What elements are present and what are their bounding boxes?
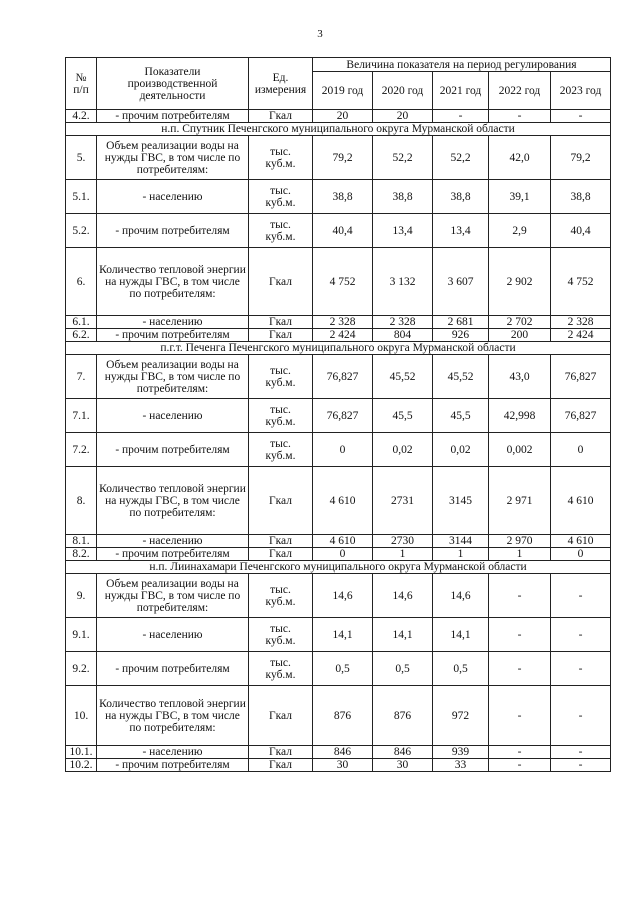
row-value: 13,4: [373, 214, 433, 248]
row-number: 4.2.: [66, 110, 97, 123]
row-value: 2 328: [313, 316, 373, 329]
table-row: [66, 467, 611, 535]
row-number: 5.: [66, 136, 97, 180]
row-value: 2730: [373, 535, 433, 548]
row-value: 2 902: [489, 248, 551, 316]
row-number: 9.: [66, 574, 97, 618]
table-row: [66, 214, 611, 248]
row-value: 14,6: [313, 574, 373, 618]
row-value: 3 607: [433, 248, 489, 316]
table-row: [66, 136, 611, 180]
row-value: 38,8: [373, 180, 433, 214]
row-label: - населению: [97, 316, 249, 329]
row-value: 200: [489, 329, 551, 342]
row-label: - прочим потребителям: [97, 110, 249, 123]
table-row: [66, 548, 611, 561]
header-year: 2023 год: [551, 72, 611, 110]
row-unit: тыс. куб.м.: [249, 618, 313, 652]
table-row: [66, 355, 611, 399]
header-num: [66, 58, 97, 110]
row-value: 3144: [433, 535, 489, 548]
header-indicators-text: Показатели производственной деятельности: [127, 65, 218, 102]
row-value: 38,8: [551, 180, 611, 214]
table-row: [66, 574, 611, 618]
row-value: 1: [373, 548, 433, 561]
row-value: 2,9: [489, 214, 551, 248]
row-value: 926: [433, 329, 489, 342]
indicators-table: [65, 57, 611, 772]
row-value: 0,5: [373, 652, 433, 686]
table-row: [66, 248, 611, 316]
row-label: Количество тепловой энергии на нужды ГВС, в том числе по потребителям:: [97, 467, 249, 535]
row-number: 6.2.: [66, 329, 97, 342]
row-value: 20: [313, 110, 373, 123]
row-value: -: [551, 759, 611, 772]
table-row: [66, 180, 611, 214]
row-value: 42,998: [489, 399, 551, 433]
row-value: 43,0: [489, 355, 551, 399]
row-label: - населению: [97, 746, 249, 759]
section-title: п.г.т. Печенга Печенгского муниципального округа Мурманской области: [66, 342, 611, 355]
row-value: 76,827: [313, 399, 373, 433]
row-number: 9.2.: [66, 652, 97, 686]
row-value: 38,8: [433, 180, 489, 214]
row-value: 846: [373, 746, 433, 759]
row-number: 10.: [66, 686, 97, 746]
row-number: 8.: [66, 467, 97, 535]
row-value: 30: [313, 759, 373, 772]
row-value: 972: [433, 686, 489, 746]
header-num-text: № п/п: [73, 71, 89, 96]
row-value: 876: [313, 686, 373, 746]
section-row: [66, 561, 611, 574]
page-number: 3: [317, 28, 323, 40]
row-value: 0,02: [373, 433, 433, 467]
row-label: Количество тепловой энергии на нужды ГВС, в том числе по потребителям:: [97, 248, 249, 316]
row-label: Объем реализации воды на нужды ГВС, в том числе по потребителям:: [97, 574, 249, 618]
row-unit: Гкал: [249, 548, 313, 561]
row-number: 6.: [66, 248, 97, 316]
row-value: -: [551, 574, 611, 618]
row-value: -: [489, 110, 551, 123]
row-value: 2 970: [489, 535, 551, 548]
row-number: 10.2.: [66, 759, 97, 772]
row-label: - населению: [97, 618, 249, 652]
row-unit: Гкал: [249, 686, 313, 746]
row-value: 76,827: [551, 355, 611, 399]
row-value: 2 328: [373, 316, 433, 329]
row-value: 45,52: [433, 355, 489, 399]
header-year: 2021 год: [433, 72, 489, 110]
row-value: 939: [433, 746, 489, 759]
table-row: [66, 652, 611, 686]
row-value: 4 610: [551, 467, 611, 535]
row-number: 7.1.: [66, 399, 97, 433]
row-value: 14,1: [433, 618, 489, 652]
row-value: 45,5: [433, 399, 489, 433]
header-year: 2019 год: [313, 72, 373, 110]
row-value: 804: [373, 329, 433, 342]
row-value: 39,1: [489, 180, 551, 214]
row-value: -: [433, 110, 489, 123]
header-unit: [249, 58, 313, 110]
row-unit: тыс. куб.м.: [249, 180, 313, 214]
row-unit: тыс. куб.м.: [249, 214, 313, 248]
row-value: 1: [433, 548, 489, 561]
row-value: -: [551, 746, 611, 759]
row-label: - населению: [97, 399, 249, 433]
row-value: -: [551, 110, 611, 123]
row-value: -: [489, 652, 551, 686]
row-label: - населению: [97, 180, 249, 214]
row-value: 52,2: [373, 136, 433, 180]
row-value: 76,827: [313, 355, 373, 399]
row-label: - прочим потребителям: [97, 433, 249, 467]
row-number: 8.2.: [66, 548, 97, 561]
row-value: 846: [313, 746, 373, 759]
row-unit: Гкал: [249, 110, 313, 123]
row-unit: тыс. куб.м.: [249, 433, 313, 467]
row-value: -: [489, 759, 551, 772]
row-value: 0,5: [313, 652, 373, 686]
row-value: 2 971: [489, 467, 551, 535]
row-value: -: [489, 574, 551, 618]
header-year: 2022 год: [489, 72, 551, 110]
row-value: 42,0: [489, 136, 551, 180]
row-value: 40,4: [551, 214, 611, 248]
row-value: 76,827: [551, 399, 611, 433]
row-value: 4 752: [551, 248, 611, 316]
table-row: [66, 759, 611, 772]
row-unit: Гкал: [249, 467, 313, 535]
row-value: 33: [433, 759, 489, 772]
row-value: 3 132: [373, 248, 433, 316]
row-unit: Гкал: [249, 316, 313, 329]
table-row: [66, 316, 611, 329]
row-unit: тыс. куб.м.: [249, 399, 313, 433]
row-unit: Гкал: [249, 535, 313, 548]
row-value: 79,2: [313, 136, 373, 180]
header-unit-text: Ед. измерения: [254, 71, 307, 96]
row-unit: Гкал: [249, 759, 313, 772]
row-value: 3145: [433, 467, 489, 535]
section-row: [66, 123, 611, 136]
row-label: - прочим потребителям: [97, 652, 249, 686]
row-unit: тыс. куб.м.: [249, 136, 313, 180]
row-value: 52,2: [433, 136, 489, 180]
row-value: 79,2: [551, 136, 611, 180]
row-value: 40,4: [313, 214, 373, 248]
row-unit: тыс. куб.м.: [249, 574, 313, 618]
row-unit: Гкал: [249, 329, 313, 342]
row-label: - прочим потребителям: [97, 329, 249, 342]
row-value: 4 610: [313, 535, 373, 548]
row-label: - населению: [97, 535, 249, 548]
row-value: 0: [551, 548, 611, 561]
row-value: 2 424: [313, 329, 373, 342]
row-value: 1: [489, 548, 551, 561]
header-period-title: Величина показателя на период регулирования: [313, 58, 611, 72]
table-row: [66, 686, 611, 746]
row-value: 2731: [373, 467, 433, 535]
row-value: -: [551, 618, 611, 652]
section-title: н.п. Лиинахамари Печенгского муниципального округа Мурманской области: [66, 561, 611, 574]
row-unit: тыс. куб.м.: [249, 652, 313, 686]
row-value: -: [489, 746, 551, 759]
header-year: 2020 год: [373, 72, 433, 110]
row-value: 0: [551, 433, 611, 467]
row-number: 7.: [66, 355, 97, 399]
row-value: 13,4: [433, 214, 489, 248]
row-label: Объем реализации воды на нужды ГВС, в том числе по потребителям:: [97, 136, 249, 180]
row-value: 14,1: [313, 618, 373, 652]
row-value: -: [489, 618, 551, 652]
row-value: 4 752: [313, 248, 373, 316]
row-value: 14,1: [373, 618, 433, 652]
row-value: -: [551, 686, 611, 746]
row-value: 30: [373, 759, 433, 772]
row-value: -: [489, 686, 551, 746]
header-indicators: [97, 58, 249, 110]
table-row: [66, 110, 611, 123]
row-value: 0: [313, 433, 373, 467]
row-number: 8.1.: [66, 535, 97, 548]
row-unit: Гкал: [249, 746, 313, 759]
table-row: [66, 399, 611, 433]
row-value: 2 424: [551, 329, 611, 342]
row-value: 38,8: [313, 180, 373, 214]
row-value: 14,6: [373, 574, 433, 618]
row-label: - прочим потребителям: [97, 214, 249, 248]
table-row: [66, 535, 611, 548]
row-value: 0,02: [433, 433, 489, 467]
row-value: 2 702: [489, 316, 551, 329]
row-value: 0,002: [489, 433, 551, 467]
row-label: Объем реализации воды на нужды ГВС, в том числе по потребителям:: [97, 355, 249, 399]
row-unit: Гкал: [249, 248, 313, 316]
row-label: Количество тепловой энергии на нужды ГВС, в том числе по потребителям:: [97, 686, 249, 746]
row-value: 876: [373, 686, 433, 746]
row-number: 5.1.: [66, 180, 97, 214]
row-label: - прочим потребителям: [97, 548, 249, 561]
row-value: 0,5: [433, 652, 489, 686]
row-value: 14,6: [433, 574, 489, 618]
table-row: [66, 618, 611, 652]
row-value: 2 681: [433, 316, 489, 329]
row-unit: тыс. куб.м.: [249, 355, 313, 399]
row-number: 6.1.: [66, 316, 97, 329]
section-title: н.п. Спутник Печенгского муниципального округа Мурманской области: [66, 123, 611, 136]
row-value: 2 328: [551, 316, 611, 329]
table-row: [66, 746, 611, 759]
row-number: 7.2.: [66, 433, 97, 467]
row-value: 20: [373, 110, 433, 123]
row-number: 10.1.: [66, 746, 97, 759]
table-row: [66, 329, 611, 342]
row-value: -: [551, 652, 611, 686]
table-row: [66, 433, 611, 467]
row-value: 45,52: [373, 355, 433, 399]
section-row: [66, 342, 611, 355]
row-value: 0: [313, 548, 373, 561]
row-value: 4 610: [313, 467, 373, 535]
row-value: 45,5: [373, 399, 433, 433]
row-number: 5.2.: [66, 214, 97, 248]
row-label: - прочим потребителям: [97, 759, 249, 772]
row-value: 4 610: [551, 535, 611, 548]
row-number: 9.1.: [66, 618, 97, 652]
